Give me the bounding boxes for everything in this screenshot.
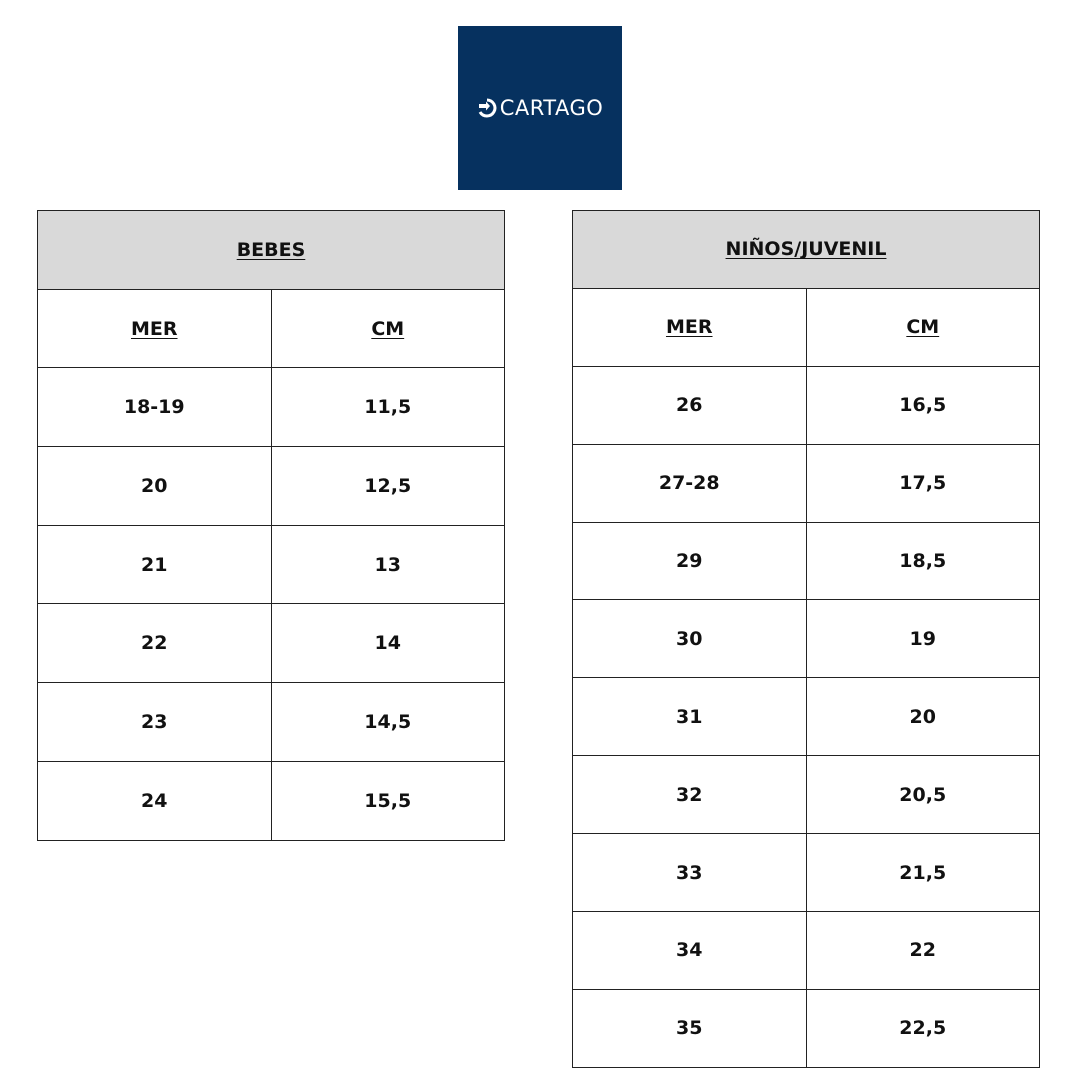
table-header-row	[573, 288, 1040, 366]
cell-cm: 20	[806, 678, 1040, 756]
column-header-cm: CM	[806, 288, 1040, 366]
table-row	[38, 761, 505, 840]
cell-mer: 24	[38, 761, 272, 840]
table-row	[573, 834, 1040, 912]
table-row	[573, 444, 1040, 522]
size-table-bebes	[37, 210, 505, 841]
cell-mer: 29	[573, 522, 807, 600]
cell-cm: 14	[271, 604, 505, 683]
column-header-mer: MER	[573, 288, 807, 366]
table-row	[573, 912, 1040, 990]
table-title: BEBES	[38, 211, 505, 290]
brand-name: CARTAGO	[499, 96, 604, 120]
table-row	[573, 600, 1040, 678]
cell-mer: 23	[38, 683, 272, 762]
cell-cm: 15,5	[271, 761, 505, 840]
cell-cm: 16,5	[806, 366, 1040, 444]
cell-mer: 26	[573, 366, 807, 444]
table-row	[573, 756, 1040, 834]
cell-mer: 34	[573, 912, 807, 990]
table-row	[38, 604, 505, 683]
cell-cm: 19	[806, 600, 1040, 678]
brand-logo	[458, 26, 622, 190]
table-row	[38, 368, 505, 447]
cell-mer: 18-19	[38, 368, 272, 447]
cell-mer: 27-28	[573, 444, 807, 522]
cell-cm: 18,5	[806, 522, 1040, 600]
column-header-cm: CM	[271, 289, 505, 368]
table-title-row	[573, 211, 1040, 289]
cell-mer: 20	[38, 447, 272, 526]
cell-mer: 30	[573, 600, 807, 678]
cell-mer: 31	[573, 678, 807, 756]
cell-cm: 22,5	[806, 989, 1040, 1067]
table-row	[573, 989, 1040, 1067]
cell-cm: 22	[806, 912, 1040, 990]
cell-mer: 21	[38, 525, 272, 604]
cell-cm: 11,5	[271, 368, 505, 447]
table-title-row	[38, 211, 505, 290]
table-title: NIÑOS/JUVENIL	[573, 211, 1040, 289]
cell-cm: 13	[271, 525, 505, 604]
table-row	[38, 683, 505, 762]
cell-cm: 17,5	[806, 444, 1040, 522]
cell-mer: 33	[573, 834, 807, 912]
cell-mer: 32	[573, 756, 807, 834]
cell-cm: 12,5	[271, 447, 505, 526]
table-row	[573, 366, 1040, 444]
cell-cm: 21,5	[806, 834, 1040, 912]
cell-mer: 22	[38, 604, 272, 683]
table-row	[573, 678, 1040, 756]
cell-cm: 20,5	[806, 756, 1040, 834]
table-row	[573, 522, 1040, 600]
cell-mer: 35	[573, 989, 807, 1067]
cell-cm: 14,5	[271, 683, 505, 762]
table-header-row	[38, 289, 505, 368]
table-row	[38, 447, 505, 526]
size-table-ninos-juvenil	[572, 210, 1040, 1068]
cartago-logo-mark-icon	[477, 98, 497, 118]
column-header-mer: MER	[38, 289, 272, 368]
brand-logo-inner	[477, 96, 604, 120]
table-row	[38, 525, 505, 604]
